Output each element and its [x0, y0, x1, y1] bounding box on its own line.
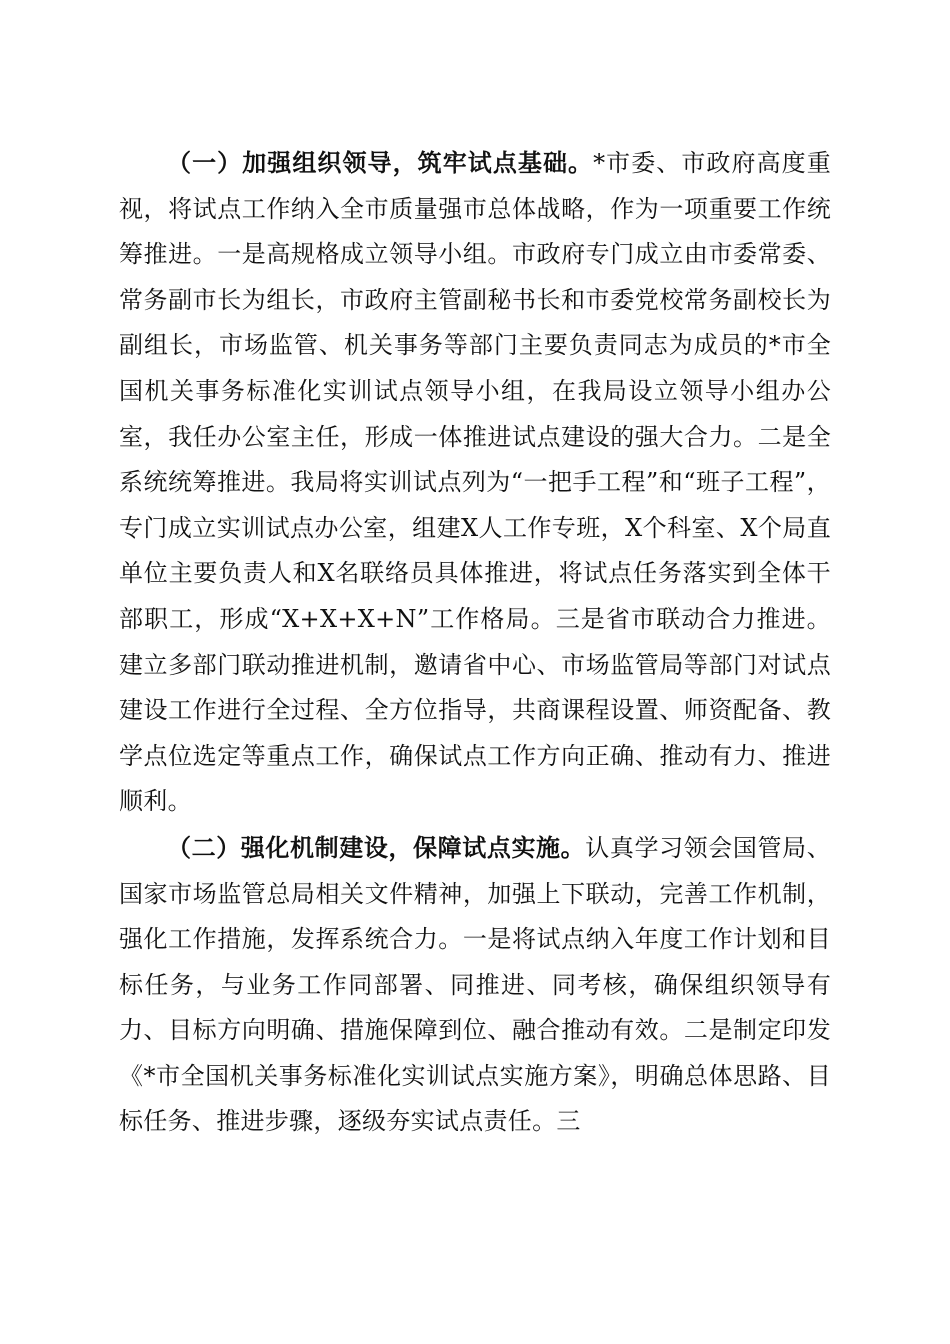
paragraph-2-heading: （二）强化机制建设，保障试点实施。: [167, 832, 586, 862]
paragraph-2: [119, 825, 831, 1145]
paragraph-2-text: 认真学习领会国管局、国家市场监管总局相关文件精神，加强上下联动，完善工作机制，强化工作措施，发挥系统合力。一是将试点纳入年度工作计划和目标任务，与业务工作同部署、同推进、同考核，确保组织领导有力、目标方向明确、措施保障到位、融合推动有效。二是制定印发《*市全国机关事务标准化实训试点实施方案》，明确总体思路、目标任务、推进步骤，逐级夯实试点责任。三: [119, 833, 831, 1136]
paragraph-1-heading: （一）加强组织领导，筑牢试点基础。: [167, 148, 594, 177]
paragraph-1-text: *市委、市政府高度重视，将试点工作纳入全市质量强市总体战略，作为一项重要工作统筹推进。一是高规格成立领导小组。市政府专门成立由市委常委、常务副市长为组长，市政府主管副秘书长和市委党校常务副校长为副组长，市场监管、机关事务等部门主要负责同志为成员的*市全国机关事务标准化实训试点领导小组，在我局设立领导小组办公室，我任办公室主任，形成一体推进试点建设的强大合力。二是全系统统筹推进。我局将实训试点列为“一把手工程”和“班子工程”，专门成立实训试点办公室，组建X人工作专班，X个科室、X个局直单位主要负责人和X名联络员具体推进，将试点任务落实到全体干部职工，形成“X+X+X+N”工作格局。三是省市联动合力推进。建立多部门联动推进机制，邀请省中心、市场监管局等部门对试点建设工作进行全过程、全方位指导，共商课程设置、师资配备、教学点位选定等重点工作，确保试点工作方向正确、推动有力、推进顺利。: [119, 149, 831, 816]
document-body: [119, 140, 831, 1145]
paragraph-1: [119, 140, 831, 825]
